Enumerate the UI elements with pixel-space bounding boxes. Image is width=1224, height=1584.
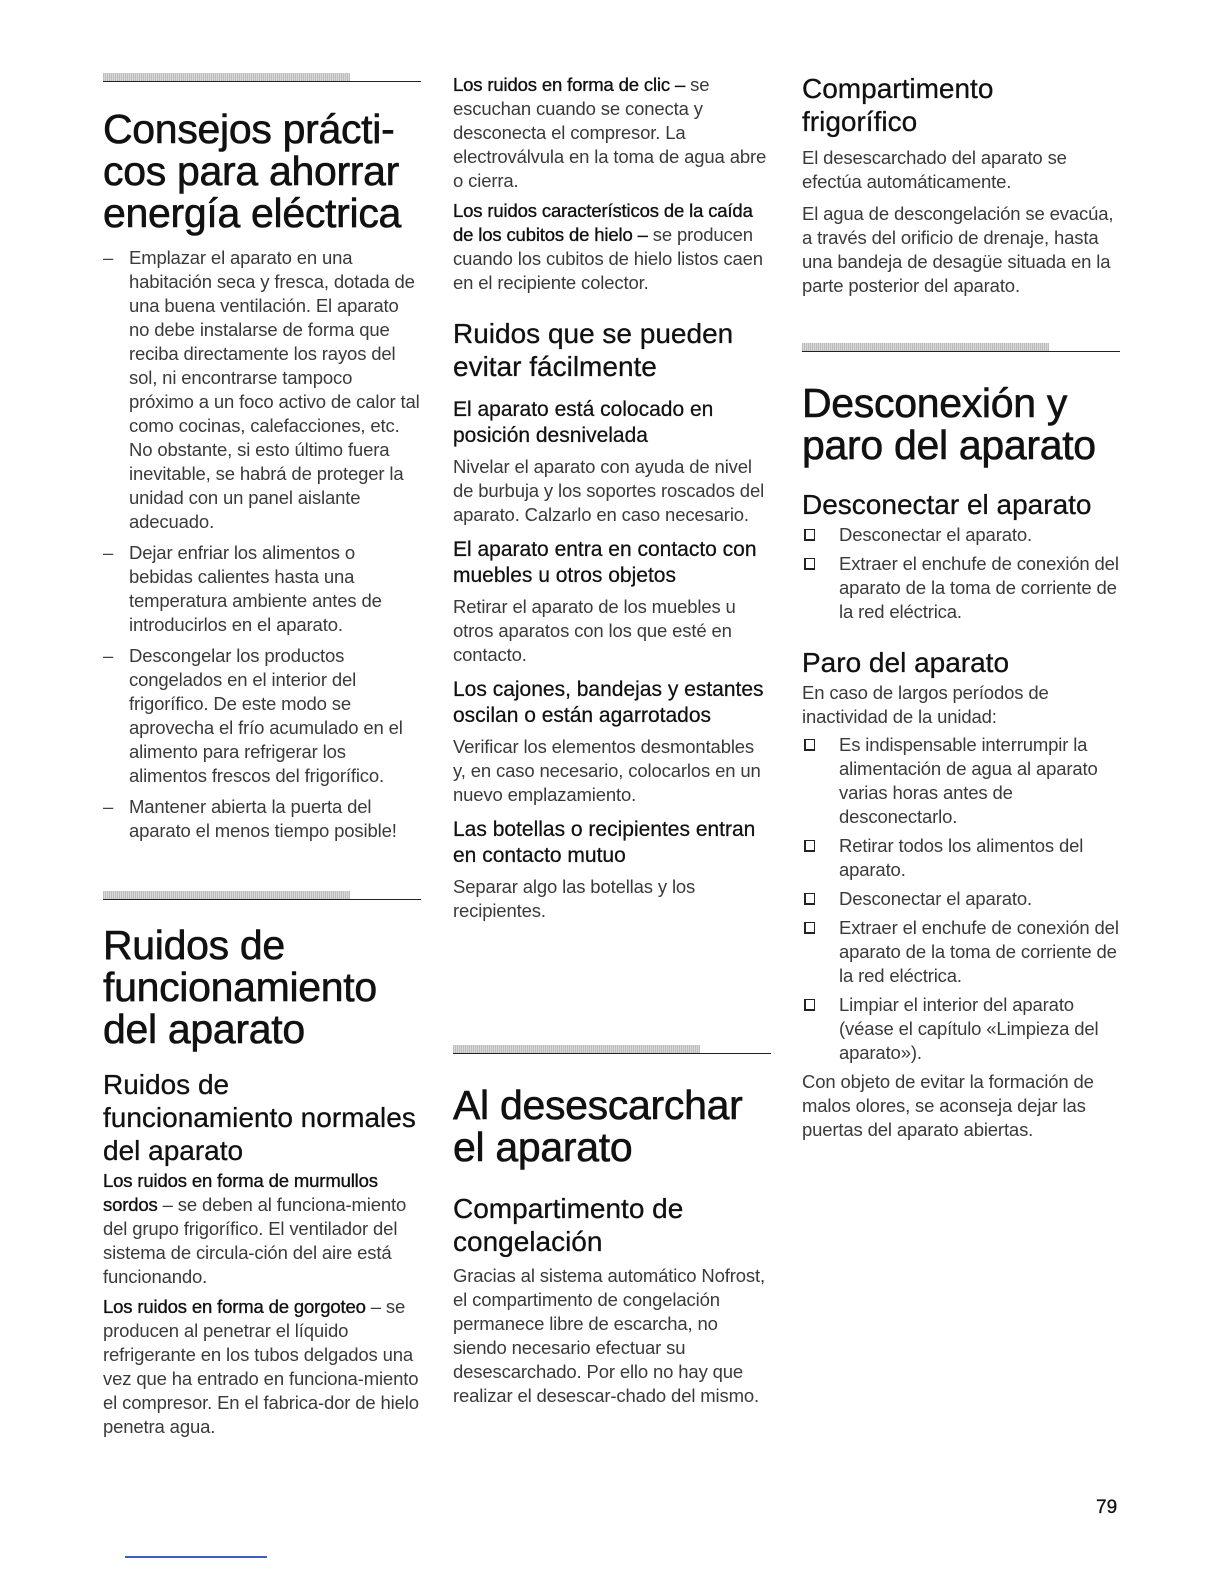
list-item: Retirar todos los alimentos del aparato.: [802, 834, 1120, 882]
section-rule: [802, 340, 1120, 352]
text-cubitos: se producen cuando los cubitos de hielo listos caen en el recipiente colector.: [453, 224, 763, 293]
list-item: Desconectar el aparato.: [802, 887, 1120, 911]
list-item: Limpiar el interior del aparato (véase el capítulo «Limpieza del aparato»).: [802, 993, 1120, 1065]
section-rule: [453, 1042, 771, 1054]
paragraph-frigorifico-1: El desescarchado del aparato se efectúa automáticamente.: [802, 147, 1067, 192]
list-item: – Emplazar el aparato en una habitación seca y fresca, dotada de una buena ventilación. El aparato no debe instalarse de forma que reciba directamente los rayos del sol, ni encontrarse tampoco próximo a un foco activo de calor tal como cocinas, calefacciones, etc. No obstante, si esto último fuera inevitable, se habrá de proteger la unidad con un panel aislante adecuado.: [103, 246, 421, 534]
lead-cubitos: Los ruidos característicos de la caída de los cubitos de hielo –: [453, 200, 753, 245]
list-item: Desconectar el aparato.: [802, 523, 1120, 547]
paragraph-paro-intro: En caso de largos períodos de inactividad de la unidad:: [802, 682, 1049, 727]
item-heading: Las botellas o recipientes entran en contacto mutuo: [453, 818, 756, 867]
paragraph-murmullos: [103, 1169, 421, 1289]
list-item: – Dejar enfriar los alimentos o bebidas calientes hasta una temperatura ambiente antes de introducirlos en el aparato.: [103, 541, 421, 637]
column-2: [453, 0, 771, 1406]
checkbox-bullet-icon: [804, 529, 815, 541]
lead-murmullos: Los ruidos en forma de murmullos sordos: [103, 1170, 378, 1215]
item-heading: El aparato está colocado en posición desnivelada: [453, 398, 714, 447]
item-text: Retirar el aparato de los muebles u otros aparatos con los que esté en contacto.: [453, 596, 736, 665]
list-item: Extraer el enchufe de conexión del aparato de la toma de corriente de la red eléctrica.: [802, 552, 1120, 624]
paragraph-clic: [453, 73, 771, 193]
section-title-consejos: Consejos prácti-cos para ahorrar energía eléctrica: [103, 106, 402, 236]
text-clic: se escuchan cuando se conecta y desconecta el compresor. La electroválvula en la toma de agua abre o cierra.: [453, 74, 767, 191]
lead-clic: Los ruidos en forma de clic –: [453, 74, 686, 95]
checkbox-bullet-icon: [804, 893, 815, 905]
lead-gorgoteo: Los ruidos en forma de gorgoteo: [103, 1296, 366, 1317]
section-title-ruidos: Ruidos de funcionamiento del aparato: [103, 922, 377, 1052]
checkbox-bullet-icon: [804, 999, 815, 1011]
list-item: Es indispensable interrumpir la alimentación de agua al aparato varias horas antes de desconectarlo.: [802, 733, 1120, 829]
paragraph-congelacion: Gracias al sistema automático Nofrost, el compartimento de congelación permanece libre de escarcha, no siendo necesario efectuar su desescarchado. Por ello no hay que realizar el desescar-chado del mismo.: [453, 1265, 765, 1406]
subsection-title-paro: Paro del aparato: [802, 647, 1010, 678]
item-heading: El aparato entra en contacto con muebles u otros objetos: [453, 538, 757, 587]
section-rule: [103, 888, 421, 900]
section-rule: [103, 70, 421, 82]
subsection-title-ruidos-normales: Ruidos de funcionamiento normales del aparato: [103, 1069, 416, 1166]
text-murmullos: – se deben al funciona-miento del grupo frigorífico. El ventilador del sistema de circula-ción del aire está funcionando.: [103, 1194, 407, 1287]
list-item: – Descongelar los productos congelados en el interior del frigorífico. De este modo se aprovecha el frío acumulado en el alimento para refrigerar los alimentos frescos del frigorífico.: [103, 644, 421, 788]
item-heading: Los cajones, bandejas y estantes oscilan o están agarrotados: [453, 678, 764, 727]
desconectar-list: [802, 523, 1120, 624]
subsection-title-congelacion: Compartimento de congelación: [453, 1193, 684, 1257]
consejos-list: [103, 246, 421, 843]
checkbox-bullet-icon: [804, 922, 815, 934]
paragraph-frigorifico-2: El agua de descongelación se evacúa, a través del orificio de drenaje, hasta una bandeja de desagüe situada en la parte posterior del aparato.: [802, 203, 1114, 296]
paro-list: [802, 733, 1120, 1065]
footer-line: [125, 1556, 267, 1558]
section-title-desescarchar: Al desescarchar el aparato: [453, 1082, 743, 1170]
item-text: Verificar los elementos desmontables y, en caso necesario, colocarlos en un nuevo emplazamiento.: [453, 736, 761, 805]
item-text: Nivelar el aparato con ayuda de nivel de burbuja y los soportes roscados del aparato. Calzarlo en caso necesario.: [453, 456, 765, 525]
subsection-title-frigorifico: Compartimento frigorífico: [802, 73, 994, 137]
paragraph-gorgoteo: [103, 1295, 421, 1439]
subsection-title-evitar: Ruidos que se pueden evitar fácilmente: [453, 318, 734, 382]
section-title-desconexion: Desconexión y paro del aparato: [802, 380, 1096, 468]
list-item: – Mantener abierta la puerta del aparato el menos tiempo posible!: [103, 795, 421, 843]
checkbox-bullet-icon: [804, 739, 815, 751]
subsection-title-desconectar: Desconectar el aparato: [802, 489, 1092, 520]
checkbox-bullet-icon: [804, 558, 815, 570]
item-text: Separar algo las botellas y los recipientes.: [453, 876, 696, 921]
column-3: [802, 0, 1120, 1140]
paragraph-paro-outro: Con objeto de evitar la formación de malos olores, se aconseja dejar las puertas del aparato abiertas.: [802, 1071, 1094, 1140]
column-1: [103, 0, 421, 1437]
page-number: 79: [1096, 1497, 1118, 1518]
paragraph-cubitos: [453, 199, 771, 295]
list-item: Extraer el enchufe de conexión del aparato de la toma de corriente de la red eléctrica.: [802, 916, 1120, 988]
text-gorgoteo: – se producen al penetrar el líquido refrigerante en los tubos delgados una vez que ha entrado en funciona-miento el compresor. En el fabrica-dor de hielo penetra agua.: [103, 1296, 419, 1437]
checkbox-bullet-icon: [804, 840, 815, 852]
